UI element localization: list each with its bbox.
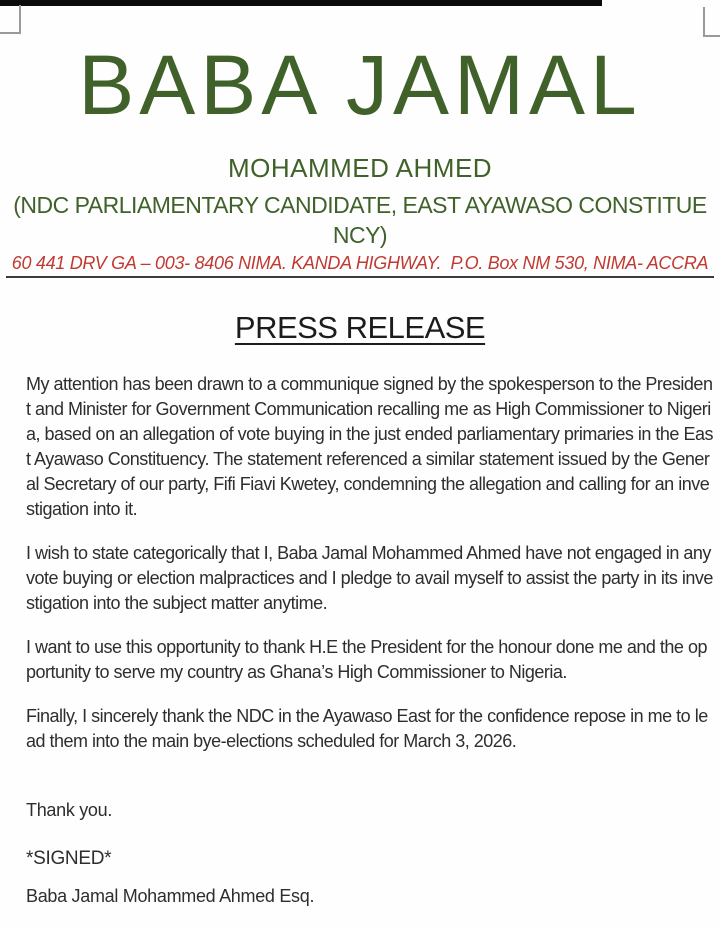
corner-mark-right [703,7,720,37]
closing-block [26,798,720,909]
signature-name: Baba Jamal Mohammed Ahmed Esq. [26,886,315,907]
letterhead-address-line: 60 441 DRV GA – 003- 8406 NIMA. KANDA HIGHWAY. P.O. Box NM 530, NIMA- ACCRA [11,253,709,274]
paragraph-4: Finally, I sincerely thank the NDC in the Ayawaso East for the confidence repose in me to lead them into the main bye-elections scheduled for March 3, 2026. [26,706,708,752]
press-release-title: PRESS RELEASE [234,310,486,346]
letterhead [0,0,720,273]
letterhead-divider [6,276,714,278]
letterhead-candidate-line: (NDC PARLIAMENTARY CANDIDATE, EAST AYAWASO CONSTITUENCY) [13,191,707,248]
press-release-body [26,372,714,754]
letterhead-full-name: MOHAMMED AHMED [227,153,493,184]
closing-signed: *SIGNED* [26,848,112,870]
paragraph-3: I want to use this opportunity to thank H.E the President for the honour done me and the opportunity to serve my country as Ghana’s High Commissioner to Nigeria. [26,637,707,683]
paragraph-1: My attention has been drawn to a communique signed by the spokesperson to the President and Minister for Government Communication recalling me as High Commissioner to Nigeria, based on an allegation of vote buying in the just ended parliamentary primaries in the East Ayawaso Constituency. The statement referenced a similar statement issued by the General Secretary of our party, Fifi Fiavi Kwetey, condemning the allegation and calling for an investigation into it. [26,374,713,520]
letterhead-name: BABA JAMAL [78,38,642,132]
corner-mark-left [0,5,21,34]
paragraph-2: I wish to state categorically that I, Baba Jamal Mohammed Ahmed have not engaged in any vote buying or election malpractices and I pledge to avail myself to assist the party in its investigation into the subject matter anytime. [26,543,713,614]
scan-edge-bar [0,0,602,6]
closing-thanks: Thank you. [26,800,113,821]
